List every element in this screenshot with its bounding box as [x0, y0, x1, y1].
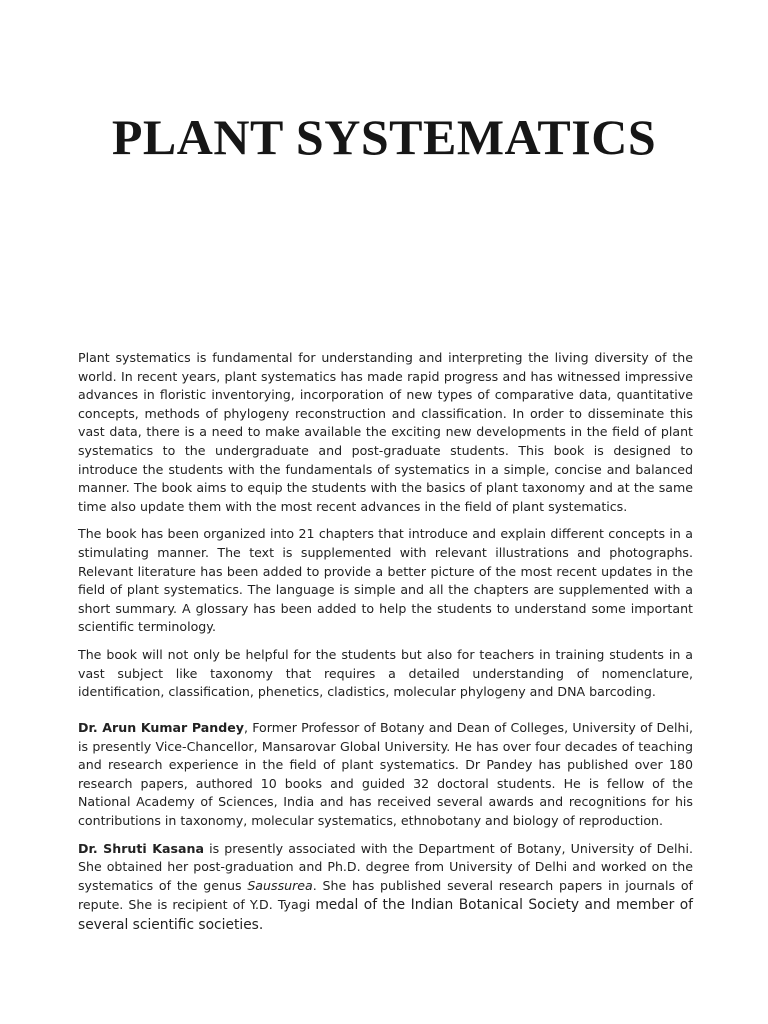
author-name: Dr. Arun Kumar Pandey [78, 720, 244, 735]
author-bio-text: medal of the Indian Botanical Society and member of several scientific societies. [78, 897, 694, 934]
author-bio-kasana [78, 840, 693, 936]
author-bio-text: . She has published several research papers in journals of repute. She is recipient of Y.D. Tyagi [78, 877, 693, 913]
book-title: PLANT SYSTEMATICS [111, 109, 657, 165]
author-bios [78, 719, 693, 944]
author-bio-text: is presently associated with the Department of Botany, University of Delhi. She obtained her post-graduation and Ph.D. degree from University of Delhi and worked on the systematics of the genus [78, 840, 694, 893]
description-paragraph: Plant systematics is fundamental for understanding and interpreting the living diversity of the world. In recent years, plant systematics has made rapid progress and has witnessed impressive advances in floristic inventorying, incorporation of new types of comparative data, quantitative concepts, methods of phylogeny reconstruction and classification. In order to disseminate this vast data, there is a need to make available the exciting new developments in the field of plant systematics to the undergraduate and post-graduate students. This book is designed to introduce the students with the fundamentals of systematics in a simple, concise and balanced manner. The book aims to equip the students with the basics of plant taxonomy and at the same time also update them with the most recent advances in the field of plant systematics. [78, 350, 693, 514]
author-bio-pandey [78, 719, 693, 831]
author-name: Dr. Shruti Kasana [78, 840, 204, 856]
description-paragraph: The book will not only be helpful for the students but also for teachers in training students in a vast subject like taxonomy that requires a detailed understanding of nomenclature, identification, classification, phenetics, cladistics, molecular phylogeny and DNA barcoding. [78, 646, 693, 700]
author-bio-text: , Former Professor of Botany and Dean of Colleges, University of Delhi, is presently Vice-Chancellor, Mansarovar Global University. He has over four decades of teaching and research experience in the field of plant systematics. Dr Pandey has published over 180 research papers, authored 10 books and guided 32 doctoral students. He is fellow of the National Academy of Sciences, India and has received several awards and recognitions for his contributions in taxonomy, molecular systematics, ethnobotany and biology of reproduction. [78, 720, 693, 828]
book-description [78, 349, 693, 711]
genus-name: Saussurea [247, 877, 313, 893]
description-paragraph: The book has been organized into 21 chapters that introduce and explain different concepts in a stimulating manner. The text is supplemented with relevant illustrations and photographs. Relevant literature has been added to provide a better picture of the most recent updates in the field of plant systematics. The language is simple and all the chapters are supplemented with a short summary. A glossary has been added to help the students to understand some important scientific terminology. [78, 526, 693, 635]
